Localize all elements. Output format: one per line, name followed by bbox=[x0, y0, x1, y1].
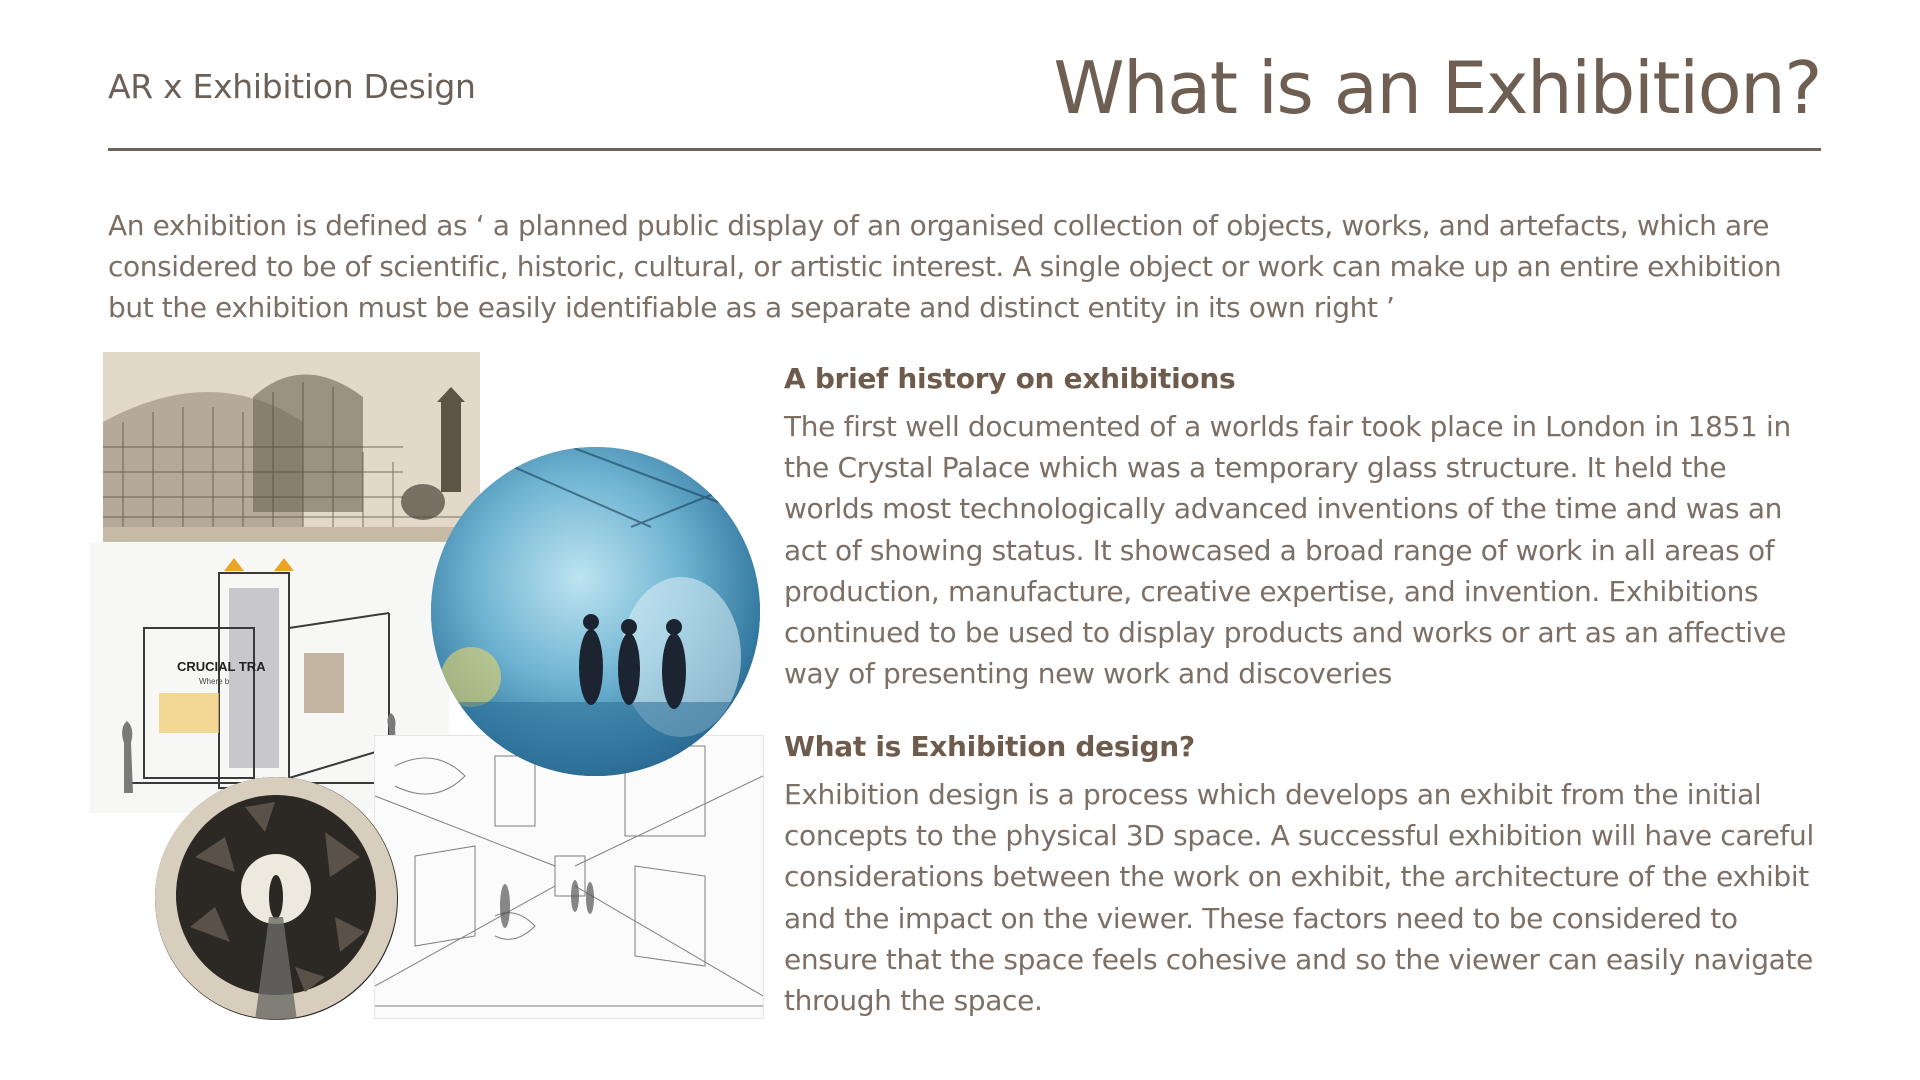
immersive-exhibit-photo bbox=[431, 447, 760, 776]
page-title: What is an Exhibition? bbox=[1053, 46, 1821, 130]
history-body: The first well documented of a worlds fair took place in London in 1851 in the Crystal Palace which was a temporary glass structure. It held the worlds most technologically advanced inventions of the time and was an act of showing status. It showcased a broad range of work in all areas of production, manufacture, creative expertise, and invention. Exhibitions continued to be used to display products and works or art as an affective way of presenting new work and discoveries bbox=[784, 410, 1791, 691]
history-section bbox=[784, 362, 1824, 395]
design-body: Exhibition design is a process which develops an exhibit from the initial concepts to the physical 3D space. A successful exhibition will have careful considerations between the work on exhibit, the architecture of the exhibit and the impact on the viewer. These factors need to be considered to ensure that the space feels cohesive and so the viewer can easily navigate through the space. bbox=[784, 778, 1814, 1018]
design-section bbox=[784, 730, 1824, 763]
design-heading: What is Exhibition design? bbox=[784, 730, 1195, 763]
stand-sign-text: CRUCIAL TRA bbox=[177, 659, 266, 674]
design-body-wrap bbox=[784, 774, 1824, 1021]
intro-paragraph: An exhibition is defined as ‘ a planned public display of an organised collection of objects, works, and artefacts, which are considered to be of scientific, historic, cultural, or artistic interest. A single object or work can make up an entire exhibition but the exhibition must be easily identifiable as a separate and distinct entity in its own right ’ bbox=[108, 209, 1782, 324]
subtitle: AR x Exhibition Design bbox=[108, 67, 476, 106]
history-heading: A brief history on exhibitions bbox=[784, 362, 1236, 395]
history-body-wrap bbox=[784, 406, 1824, 694]
stand-sign-subtext: Where b bbox=[199, 677, 230, 686]
sketch-drawing bbox=[374, 735, 764, 1019]
tunnel-installation-photo bbox=[155, 777, 398, 1020]
title-divider bbox=[108, 148, 1821, 151]
crystal-palace-photo bbox=[103, 352, 480, 542]
